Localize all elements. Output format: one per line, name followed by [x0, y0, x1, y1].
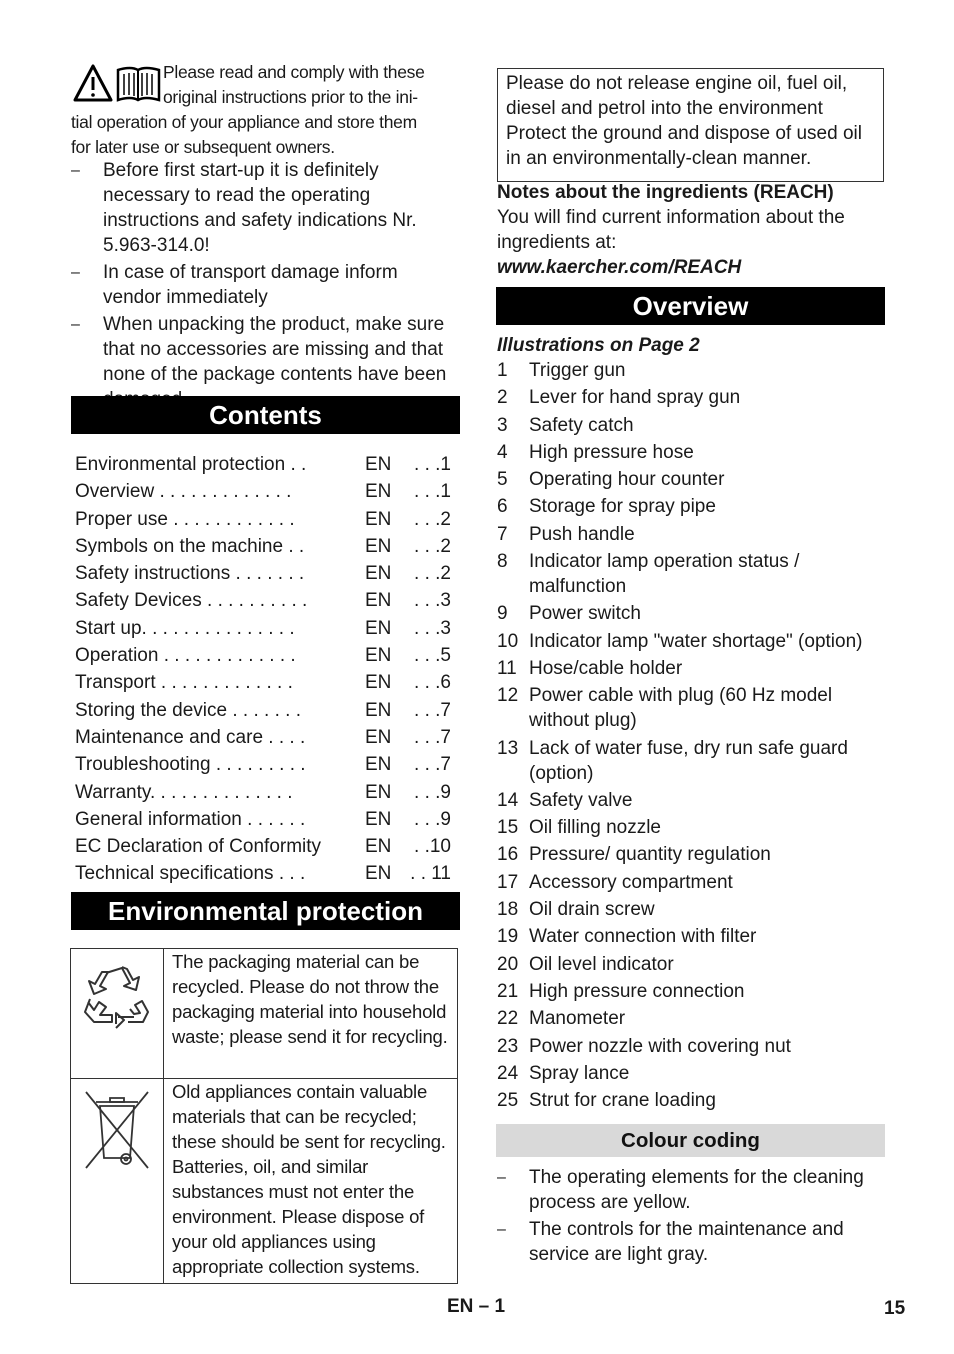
- toc-page: . . .7: [414, 699, 451, 721]
- toc-label: [75, 669, 357, 696]
- toc-label-text: Operation: [75, 645, 159, 667]
- toc-lang: EN: [365, 481, 392, 503]
- environmental-protection-heading: Environmental protection: [71, 892, 460, 930]
- list-item: [497, 952, 886, 977]
- environment-table: [70, 948, 458, 1284]
- list-item: [497, 601, 886, 626]
- list-item: [497, 494, 886, 519]
- item-number: 17: [497, 871, 519, 893]
- intro-paragraph: [71, 60, 460, 160]
- toc-dots: . . . . . . . . . . . . .: [155, 672, 293, 694]
- item-text: Power nozzle with covering nut: [529, 1035, 791, 1057]
- disposal-icon-cell: [71, 1079, 164, 1284]
- toc-label: [75, 642, 357, 669]
- colour-coding-list: [497, 1165, 886, 1269]
- list-item: [497, 815, 886, 840]
- item-number: 3: [497, 414, 508, 436]
- intro-icons: [71, 62, 163, 108]
- item-text: Oil level indicator: [529, 953, 674, 975]
- toc-label: [75, 751, 357, 778]
- item-text: Power cable with plug (60 Hz model without plug): [529, 685, 833, 732]
- toc-lang: EN: [365, 563, 392, 585]
- oil-notice-box: Please do not release engine oil, fuel oil, diesel and petrol into the environment Protect the ground and dispose of used oil in an environmentally-clean manner.: [497, 68, 884, 182]
- toc-page: . . .1: [414, 481, 451, 503]
- item-number: 19: [497, 926, 519, 948]
- item-text: Water connection with filter: [529, 926, 757, 948]
- item-text: Safety valve: [529, 789, 633, 811]
- toc-page: . . .5: [414, 645, 451, 667]
- intro-bullet-list: [71, 158, 460, 414]
- item-text: Push handle: [529, 523, 635, 545]
- item-number: 6: [497, 496, 508, 518]
- item-number: 11: [497, 657, 517, 679]
- item-number: 9: [497, 603, 508, 625]
- item-number: 24: [497, 1062, 519, 1084]
- toc-dots: . . . . . . . . . . . . .: [158, 645, 296, 667]
- toc-dots: . . . . . . . . . .: [201, 590, 308, 612]
- toc-lang: EN: [365, 535, 392, 557]
- item-text: Oil filling nozzle: [529, 817, 661, 839]
- list-item: [497, 924, 886, 949]
- toc-label-text: Start up: [75, 617, 142, 639]
- toc-label-text: Warranty: [75, 781, 150, 803]
- list-item: [497, 1088, 886, 1113]
- item-number: 18: [497, 899, 519, 921]
- toc-lang: EN: [365, 699, 392, 721]
- toc-label: [75, 587, 357, 614]
- list-item: [497, 1034, 886, 1059]
- toc-dots: . . . . . . . . . . . . .: [154, 481, 292, 503]
- list-item-text: Before first start-up it is definitely necessary to read the operating instructions and safety indications Nr. 5.963-314.0!: [103, 160, 417, 256]
- item-text: Manometer: [529, 1008, 626, 1030]
- list-item: [497, 467, 886, 492]
- list-item: [497, 1006, 886, 1031]
- item-number: 25: [497, 1090, 519, 1112]
- item-text: Oil drain screw: [529, 899, 655, 921]
- intro-line: tial operation of your appliance and store them: [71, 112, 417, 132]
- table-row[interactable]: [75, 615, 460, 642]
- item-number: 8: [497, 551, 508, 573]
- item-number: 2: [497, 387, 508, 409]
- list-item: [497, 413, 886, 438]
- item-text: Lack of water fuse, dry run safe guard (option): [529, 737, 848, 784]
- item-number: 23: [497, 1035, 519, 1057]
- toc-page: . . .3: [414, 617, 451, 639]
- toc-page: . . .3: [414, 590, 451, 612]
- toc-dots: . . . . . . . . . . . . . .: [149, 781, 293, 803]
- overview-heading: Overview: [496, 287, 885, 325]
- footer-page-number: 15: [884, 1298, 906, 1319]
- toc-label-text: EC Declaration of Conformity: [75, 836, 322, 858]
- toc-label-text: Proper use: [75, 508, 168, 530]
- item-text: Pressure/ quantity regulation: [529, 844, 771, 866]
- item-number: 14: [497, 789, 519, 811]
- item-number: 12: [497, 685, 519, 707]
- item-text: Operating hour counter: [529, 469, 725, 491]
- reach-text: You will find current information about the ingredients at:: [497, 207, 845, 253]
- table-row[interactable]: [75, 478, 460, 505]
- item-number: 16: [497, 844, 519, 866]
- toc-label-text: Symbols on the machine: [75, 535, 284, 557]
- toc-lang: EN: [365, 508, 392, 530]
- list-item: [497, 549, 886, 599]
- toc-label-text: Technical specifications: [75, 863, 274, 885]
- table-row[interactable]: [75, 506, 460, 533]
- toc-page: . . .9: [414, 808, 451, 830]
- toc-dots: . .: [283, 535, 305, 557]
- intro-line: for later use or subsequent owners.: [71, 137, 335, 157]
- item-text: Storage for spray pipe: [529, 496, 716, 518]
- recycle-text-cell: The packaging material can be recycled. Please do not throw the packaging material into household waste; please send it for recycling.: [164, 949, 458, 1079]
- item-number: 13: [497, 737, 519, 759]
- overview-list: [497, 358, 886, 1115]
- item-number: 15: [497, 817, 519, 839]
- item-number: 21: [497, 980, 519, 1002]
- intro-line: Please read and comply with these: [163, 62, 425, 82]
- toc-page: . . .1: [414, 454, 451, 475]
- toc-page: . . .7: [414, 754, 451, 776]
- table-row[interactable]: [75, 724, 460, 751]
- toc-dots: . . .: [273, 863, 306, 885]
- toc-label-text: Environmental protection: [75, 454, 286, 475]
- item-text: Spray lance: [529, 1062, 630, 1084]
- table-row[interactable]: [75, 533, 460, 560]
- item-text: High pressure hose: [529, 441, 694, 463]
- illustrations-reference: Illustrations on Page 2: [497, 335, 700, 356]
- list-item: [71, 158, 460, 258]
- table-row: [71, 1079, 458, 1284]
- contents-table: [75, 451, 460, 888]
- table-row[interactable]: [75, 669, 460, 696]
- toc-lang: EN: [365, 726, 392, 748]
- toc-dots: . . . .: [263, 726, 306, 748]
- list-item: [497, 1217, 886, 1267]
- toc-label: [75, 806, 357, 833]
- item-text: Accessory compartment: [529, 871, 733, 893]
- list-item: [497, 870, 886, 895]
- table-row: [71, 949, 458, 1079]
- table-row[interactable]: [75, 833, 460, 860]
- toc-dots: . . . . . . .: [227, 699, 301, 721]
- item-text: Strut for crane loading: [529, 1090, 716, 1112]
- table-row[interactable]: [75, 642, 460, 669]
- item-number: 20: [497, 953, 519, 975]
- toc-label-text: Safety Devices: [75, 590, 202, 612]
- list-item-text: When unpacking the product, make sure that no accessories are missing and that none of the package contents have been: [103, 314, 447, 385]
- item-number: 5: [497, 469, 508, 491]
- toc-label: [75, 833, 357, 860]
- recycling-icon: [72, 950, 162, 1070]
- table-row[interactable]: [75, 751, 460, 778]
- item-text: Indicator lamp "water shortage" (option): [529, 630, 863, 652]
- toc-label-text: Storing the device: [75, 699, 228, 721]
- item-text: Safety catch: [529, 414, 634, 436]
- contents-heading: Contents: [71, 396, 460, 434]
- item-text: High pressure connection: [529, 980, 745, 1002]
- list-item: [497, 979, 886, 1004]
- table-row[interactable]: [75, 697, 460, 724]
- toc-label-text: Transport: [75, 672, 156, 694]
- list-item: [497, 683, 886, 733]
- list-item: [497, 842, 886, 867]
- item-number: 10: [497, 630, 519, 652]
- toc-page: . . .6: [414, 672, 451, 694]
- colour-coding-heading: Colour coding: [496, 1124, 885, 1157]
- toc-dots: . . . . . .: [241, 808, 306, 830]
- toc-lang: EN: [365, 863, 392, 885]
- toc-label: [75, 451, 357, 478]
- table-row[interactable]: [75, 860, 460, 887]
- toc-label-text: Maintenance and care: [75, 726, 264, 748]
- table-row[interactable]: [75, 560, 460, 587]
- toc-dots: . . . . . . . . . . . .: [167, 508, 295, 530]
- item-number: 1: [497, 360, 508, 381]
- crossed-out-wheelie-bin-icon: [72, 1080, 162, 1180]
- toc-label: [75, 615, 357, 642]
- toc-lang: EN: [365, 617, 392, 639]
- toc-lang: EN: [365, 590, 392, 612]
- table-row[interactable]: [75, 451, 460, 478]
- toc-label-text: Troubleshooting: [75, 754, 211, 776]
- list-item: [497, 629, 886, 654]
- item-number: 4: [497, 441, 508, 463]
- list-item: [71, 260, 460, 310]
- list-item: [497, 1165, 886, 1215]
- list-item: [497, 440, 886, 465]
- reach-link[interactable]: www.kaercher.com/REACH: [497, 257, 742, 278]
- toc-label-text: Safety instructions: [75, 563, 231, 585]
- recycle-icon-cell: [71, 949, 164, 1079]
- toc-page: . . .2: [414, 535, 451, 557]
- table-row[interactable]: [75, 587, 460, 614]
- toc-label: [75, 478, 357, 505]
- item-text: Indicator lamp operation status / malfunction: [529, 551, 800, 598]
- item-text: Trigger gun: [529, 360, 626, 381]
- list-item: [497, 1061, 886, 1086]
- toc-page: . . 11: [410, 863, 451, 885]
- list-item-text: The operating elements for the cleaning process are yellow.: [529, 1167, 864, 1213]
- reach-title: Notes about the ingredients (REACH): [497, 182, 834, 203]
- intro-line: original instructions prior to the ini-: [163, 87, 418, 107]
- list-item: [497, 736, 886, 786]
- toc-label: [75, 533, 357, 560]
- toc-label: [75, 697, 357, 724]
- item-text: Power switch: [529, 603, 641, 625]
- list-item: [497, 358, 886, 383]
- toc-dots: . .: [285, 454, 307, 475]
- table-row[interactable]: [75, 779, 460, 806]
- table-row[interactable]: [75, 806, 460, 833]
- item-number: 7: [497, 523, 508, 545]
- toc-dots: . . . . . . . . . . . . . . .: [141, 617, 295, 639]
- toc-lang: EN: [365, 781, 392, 803]
- toc-dots: . . . . . . .: [230, 563, 305, 585]
- toc-page: . .10: [414, 836, 451, 858]
- toc-lang: EN: [365, 808, 392, 830]
- toc-label: [75, 860, 357, 887]
- toc-label-text: General information: [75, 808, 242, 830]
- toc-page: . . .2: [414, 563, 451, 585]
- list-item-text: In case of transport damage inform vendor immediately: [103, 262, 398, 308]
- toc-label: [75, 506, 357, 533]
- toc-page: . . .7: [414, 726, 451, 748]
- item-text: Lever for hand spray gun: [529, 387, 741, 409]
- toc-label: [75, 779, 357, 806]
- toc-lang: EN: [365, 454, 392, 475]
- list-item: [497, 788, 886, 813]
- footer-language-page: EN – 1: [447, 1296, 506, 1317]
- list-item: [497, 656, 886, 681]
- toc-dots: . . . . . . . . .: [210, 754, 306, 776]
- item-number: 22: [497, 1008, 519, 1030]
- toc-lang: EN: [365, 645, 392, 667]
- item-text: Hose/cable holder: [529, 657, 683, 679]
- list-item: [497, 522, 886, 547]
- toc-lang: EN: [365, 754, 392, 776]
- toc-label: [75, 724, 357, 751]
- toc-label: [75, 560, 357, 587]
- toc-page: . . .9: [414, 781, 451, 803]
- toc-lang: EN: [365, 672, 392, 694]
- disposal-text-cell: Old appliances contain valuable materials that can be recycled; these should be sent for recycling. Batteries, oil, and similar substances must not enter the environment. Please dispose of your old appliances using appropriate collection systems.: [164, 1079, 458, 1284]
- list-item-text: The controls for the maintenance and service are light gray.: [529, 1219, 844, 1265]
- toc-page: . . .2: [414, 508, 451, 530]
- list-item: [497, 897, 886, 922]
- list-item: [497, 385, 886, 410]
- toc-label-text: Overview: [75, 481, 155, 503]
- toc-lang: EN: [365, 836, 392, 858]
- warning-read-manual-icon: [71, 62, 163, 106]
